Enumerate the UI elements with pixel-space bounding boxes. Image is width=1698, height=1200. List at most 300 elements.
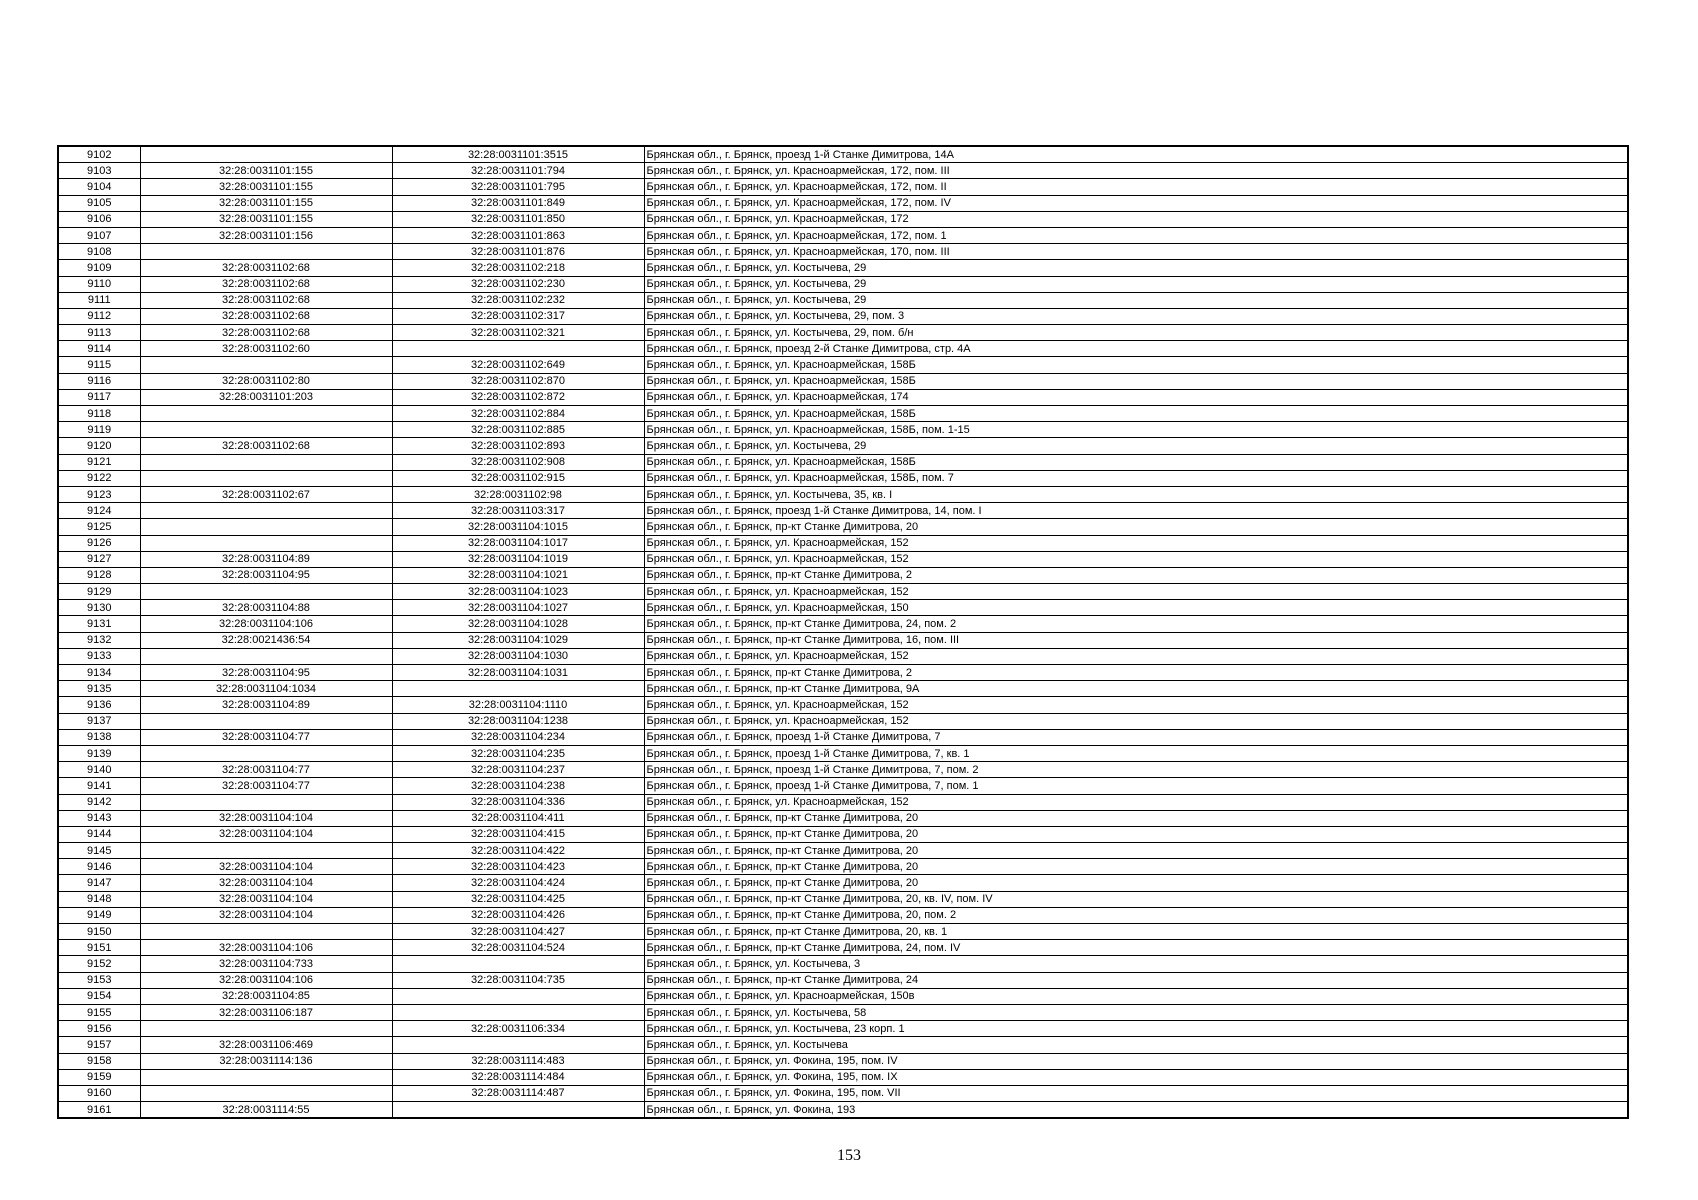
table-row (58, 276, 1628, 292)
table-row (58, 697, 1628, 713)
address-cell: Брянская обл., г. Брянск, ул. Красноармейская, 172, пом. III (644, 163, 1628, 179)
address-cell: Брянская обл., г. Брянск, ул. Костычева, 29 (644, 276, 1628, 292)
object-number-cell: 32:28:0031104:234 (392, 729, 644, 745)
address-cell: Брянская обл., г. Брянск, проезд 1-й Станке Димитрова, 7, пом. 1 (644, 778, 1628, 794)
parcel-number-cell: 32:28:0031104:1034 (140, 681, 392, 697)
address-cell: Брянская обл., г. Брянск, ул. Красноармейская, 152 (644, 697, 1628, 713)
row-number-cell: 9127 (58, 551, 140, 567)
table-row (58, 179, 1628, 195)
table-row (58, 681, 1628, 697)
address-cell: Брянская обл., г. Брянск, ул. Красноармейская, 158Б (644, 357, 1628, 373)
object-number-cell: 32:28:0031104:238 (392, 778, 644, 794)
object-number-cell: 32:28:0031104:1023 (392, 584, 644, 600)
parcel-number-cell (140, 406, 392, 422)
table-row (58, 211, 1628, 227)
table-row (58, 745, 1628, 761)
address-cell: Брянская обл., г. Брянск, ул. Костычева, 29, пом. 3 (644, 308, 1628, 324)
table-row (58, 470, 1628, 486)
address-cell: Брянская обл., г. Брянск, ул. Красноармейская, 150в (644, 988, 1628, 1004)
row-number-cell: 9146 (58, 859, 140, 875)
row-number-cell: 9112 (58, 308, 140, 324)
page-number: 153 (837, 1147, 861, 1164)
parcel-number-cell: 32:28:0031104:89 (140, 697, 392, 713)
address-cell: Брянская обл., г. Брянск, пр-кт Станке Димитрова, 16, пом. III (644, 632, 1628, 648)
object-number-cell: 32:28:0031103:317 (392, 503, 644, 519)
object-number-cell: 32:28:0031102:649 (392, 357, 644, 373)
row-number-cell: 9156 (58, 1021, 140, 1037)
row-number-cell: 9155 (58, 1004, 140, 1020)
object-number-cell (392, 681, 644, 697)
object-number-cell (392, 956, 644, 972)
table-row (58, 1037, 1628, 1053)
parcel-number-cell: 32:28:0031104:106 (140, 616, 392, 632)
table-row (58, 227, 1628, 243)
table-row (58, 308, 1628, 324)
parcel-number-cell: 32:28:0031101:155 (140, 163, 392, 179)
row-number-cell: 9145 (58, 843, 140, 859)
address-cell: Брянская обл., г. Брянск, пр-кт Станке Димитрова, 24 (644, 972, 1628, 988)
row-number-cell: 9153 (58, 972, 140, 988)
object-number-cell: 32:28:0031102:884 (392, 406, 644, 422)
parcel-number-cell: 32:28:0031104:104 (140, 891, 392, 907)
parcel-number-cell (140, 357, 392, 373)
row-number-cell: 9122 (58, 470, 140, 486)
parcel-number-cell (140, 648, 392, 664)
address-cell: Брянская обл., г. Брянск, ул. Костычева, 29 (644, 260, 1628, 276)
table-row (58, 1021, 1628, 1037)
table-row (58, 907, 1628, 923)
parcel-number-cell: 32:28:0031102:68 (140, 308, 392, 324)
table-row (58, 422, 1628, 438)
row-number-cell: 9136 (58, 697, 140, 713)
row-number-cell: 9129 (58, 584, 140, 600)
row-number-cell: 9148 (58, 891, 140, 907)
table-row (58, 373, 1628, 389)
object-number-cell: 32:28:0031102:908 (392, 454, 644, 470)
address-cell: Брянская обл., г. Брянск, пр-кт Станке Димитрова, 20 (644, 875, 1628, 891)
row-number-cell: 9131 (58, 616, 140, 632)
row-number-cell: 9150 (58, 924, 140, 940)
row-number-cell: 9110 (58, 276, 140, 292)
registry-table (57, 145, 1629, 1119)
row-number-cell: 9119 (58, 422, 140, 438)
address-cell: Брянская обл., г. Брянск, ул. Красноармейская, 152 (644, 535, 1628, 551)
parcel-number-cell: 32:28:0031102:68 (140, 325, 392, 341)
object-number-cell: 32:28:0031104:1028 (392, 616, 644, 632)
row-number-cell: 9142 (58, 794, 140, 810)
parcel-number-cell: 32:28:0031102:60 (140, 341, 392, 357)
table-row (58, 762, 1628, 778)
object-number-cell: 32:28:0031102:230 (392, 276, 644, 292)
parcel-number-cell (140, 519, 392, 535)
object-number-cell: 32:28:0031101:850 (392, 211, 644, 227)
address-cell: Брянская обл., г. Брянск, ул. Фокина, 195, пом. VII (644, 1085, 1628, 1101)
table-row (58, 1069, 1628, 1085)
parcel-number-cell: 32:28:0031102:68 (140, 260, 392, 276)
row-number-cell: 9111 (58, 292, 140, 308)
table-row (58, 357, 1628, 373)
parcel-number-cell (140, 503, 392, 519)
row-number-cell: 9104 (58, 179, 140, 195)
address-cell: Брянская обл., г. Брянск, ул. Костычева, 3 (644, 956, 1628, 972)
parcel-number-cell (140, 1021, 392, 1037)
row-number-cell: 9121 (58, 454, 140, 470)
object-number-cell: 32:28:0031104:235 (392, 745, 644, 761)
address-cell: Брянская обл., г. Брянск, ул. Красноармейская, 158Б, пом. 1-15 (644, 422, 1628, 438)
address-cell: Брянская обл., г. Брянск, пр-кт Станке Димитрова, 2 (644, 665, 1628, 681)
table-row (58, 778, 1628, 794)
table-row (58, 454, 1628, 470)
row-number-cell: 9132 (58, 632, 140, 648)
table-row (58, 600, 1628, 616)
address-cell: Брянская обл., г. Брянск, ул. Красноармейская, 152 (644, 794, 1628, 810)
object-number-cell: 32:28:0031102:321 (392, 325, 644, 341)
row-number-cell: 9106 (58, 211, 140, 227)
object-number-cell (392, 1037, 644, 1053)
parcel-number-cell (140, 244, 392, 260)
address-cell: Брянская обл., г. Брянск, ул. Фокина, 193 (644, 1102, 1628, 1119)
address-cell: Брянская обл., г. Брянск, пр-кт Станке Димитрова, 20 (644, 843, 1628, 859)
registry-table-body (58, 146, 1628, 1118)
parcel-number-cell (140, 584, 392, 600)
table-row (58, 988, 1628, 1004)
parcel-number-cell: 32:28:0031104:104 (140, 875, 392, 891)
table-row (58, 503, 1628, 519)
row-number-cell: 9134 (58, 665, 140, 681)
row-number-cell: 9114 (58, 341, 140, 357)
table-row (58, 567, 1628, 583)
parcel-number-cell: 32:28:0031101:155 (140, 195, 392, 211)
parcel-number-cell: 32:28:0031104:88 (140, 600, 392, 616)
address-cell: Брянская обл., г. Брянск, ул. Красноармейская, 172, пом. IV (644, 195, 1628, 211)
row-number-cell: 9117 (58, 389, 140, 405)
parcel-number-cell: 32:28:0031104:85 (140, 988, 392, 1004)
object-number-cell: 32:28:0031104:1031 (392, 665, 644, 681)
parcel-number-cell (140, 454, 392, 470)
row-number-cell: 9108 (58, 244, 140, 260)
parcel-number-cell: 32:28:0031102:80 (140, 373, 392, 389)
row-number-cell: 9144 (58, 826, 140, 842)
row-number-cell: 9151 (58, 940, 140, 956)
table-row (58, 1004, 1628, 1020)
address-cell: Брянская обл., г. Брянск, ул. Красноармейская, 158Б (644, 406, 1628, 422)
address-cell: Брянская обл., г. Брянск, проезд 1-й Станке Димитрова, 14, пом. I (644, 503, 1628, 519)
row-number-cell: 9118 (58, 406, 140, 422)
object-number-cell: 32:28:0031104:422 (392, 843, 644, 859)
object-number-cell: 32:28:0031104:424 (392, 875, 644, 891)
object-number-cell (392, 341, 644, 357)
row-number-cell: 9159 (58, 1069, 140, 1085)
address-cell: Брянская обл., г. Брянск, пр-кт Станке Димитрова, 20, пом. 2 (644, 907, 1628, 923)
address-cell: Брянская обл., г. Брянск, ул. Красноармейская, 172 (644, 211, 1628, 227)
object-number-cell: 32:28:0031102:893 (392, 438, 644, 454)
table-row (58, 551, 1628, 567)
parcel-number-cell: 32:28:0031104:733 (140, 956, 392, 972)
row-number-cell: 9105 (58, 195, 140, 211)
object-number-cell: 32:28:0031104:1027 (392, 600, 644, 616)
address-cell: Брянская обл., г. Брянск, проезд 1-й Станке Димитрова, 7, пом. 2 (644, 762, 1628, 778)
row-number-cell: 9102 (58, 146, 140, 163)
address-cell: Брянская обл., г. Брянск, проезд 1-й Станке Димитрова, 14А (644, 146, 1628, 163)
object-number-cell: 32:28:0031104:1110 (392, 697, 644, 713)
table-row (58, 940, 1628, 956)
address-cell: Брянская обл., г. Брянск, пр-кт Станке Димитрова, 2 (644, 567, 1628, 583)
address-cell: Брянская обл., г. Брянск, ул. Костычева, 58 (644, 1004, 1628, 1020)
table-row (58, 956, 1628, 972)
object-number-cell: 32:28:0031104:524 (392, 940, 644, 956)
parcel-number-cell (140, 1085, 392, 1101)
address-cell: Брянская обл., г. Брянск, ул. Красноармейская, 152 (644, 584, 1628, 600)
parcel-number-cell (140, 745, 392, 761)
table-row (58, 810, 1628, 826)
object-number-cell: 32:28:0031102:870 (392, 373, 644, 389)
object-number-cell: 32:28:0031104:411 (392, 810, 644, 826)
table-row (58, 713, 1628, 729)
row-number-cell: 9149 (58, 907, 140, 923)
object-number-cell: 32:28:0031101:3515 (392, 146, 644, 163)
row-number-cell: 9126 (58, 535, 140, 551)
row-number-cell: 9124 (58, 503, 140, 519)
table-row (58, 325, 1628, 341)
table-row (58, 260, 1628, 276)
parcel-number-cell (140, 1069, 392, 1085)
row-number-cell: 9133 (58, 648, 140, 664)
address-cell: Брянская обл., г. Брянск, ул. Костычева (644, 1037, 1628, 1053)
address-cell: Брянская обл., г. Брянск, ул. Костычева, 29 (644, 438, 1628, 454)
table-row (58, 163, 1628, 179)
object-number-cell: 32:28:0031106:334 (392, 1021, 644, 1037)
object-number-cell: 32:28:0031104:1017 (392, 535, 644, 551)
object-number-cell: 32:28:0031102:915 (392, 470, 644, 486)
table-row (58, 826, 1628, 842)
address-cell: Брянская обл., г. Брянск, ул. Красноармейская, 152 (644, 648, 1628, 664)
table-row (58, 729, 1628, 745)
parcel-number-cell: 32:28:0031102:67 (140, 486, 392, 502)
object-number-cell: 32:28:0031101:863 (392, 227, 644, 243)
parcel-number-cell: 32:28:0031101:155 (140, 179, 392, 195)
object-number-cell (392, 988, 644, 1004)
table-row (58, 616, 1628, 632)
row-number-cell: 9139 (58, 745, 140, 761)
address-cell: Брянская обл., г. Брянск, пр-кт Станке Димитрова, 20 (644, 859, 1628, 875)
object-number-cell: 32:28:0031101:876 (392, 244, 644, 260)
row-number-cell: 9115 (58, 357, 140, 373)
parcel-number-cell: 32:28:0031101:203 (140, 389, 392, 405)
address-cell: Брянская обл., г. Брянск, ул. Красноармейская, 170, пом. III (644, 244, 1628, 260)
table-row (58, 632, 1628, 648)
row-number-cell: 9157 (58, 1037, 140, 1053)
object-number-cell: 32:28:0031114:483 (392, 1053, 644, 1069)
parcel-number-cell: 32:28:0031106:187 (140, 1004, 392, 1020)
parcel-number-cell (140, 146, 392, 163)
row-number-cell: 9147 (58, 875, 140, 891)
table-row (58, 535, 1628, 551)
address-cell: Брянская обл., г. Брянск, пр-кт Станке Димитрова, 20 (644, 519, 1628, 535)
parcel-number-cell: 32:28:0021436:54 (140, 632, 392, 648)
table-row (58, 1053, 1628, 1069)
row-number-cell: 9125 (58, 519, 140, 535)
parcel-number-cell: 32:28:0031114:136 (140, 1053, 392, 1069)
address-cell: Брянская обл., г. Брянск, ул. Костычева, 23 корп. 1 (644, 1021, 1628, 1037)
parcel-number-cell: 32:28:0031104:104 (140, 907, 392, 923)
parcel-number-cell (140, 794, 392, 810)
row-number-cell: 9141 (58, 778, 140, 794)
parcel-number-cell (140, 470, 392, 486)
object-number-cell: 32:28:0031102:218 (392, 260, 644, 276)
parcel-number-cell (140, 843, 392, 859)
table-row (58, 584, 1628, 600)
parcel-number-cell: 32:28:0031114:55 (140, 1102, 392, 1119)
row-number-cell: 9140 (58, 762, 140, 778)
object-number-cell: 32:28:0031104:1021 (392, 567, 644, 583)
parcel-number-cell: 32:28:0031104:106 (140, 940, 392, 956)
address-cell: Брянская обл., г. Брянск, проезд 1-й Станке Димитрова, 7 (644, 729, 1628, 745)
table-row (58, 648, 1628, 664)
row-number-cell: 9109 (58, 260, 140, 276)
parcel-number-cell: 32:28:0031102:68 (140, 276, 392, 292)
object-number-cell: 32:28:0031114:487 (392, 1085, 644, 1101)
row-number-cell: 9107 (58, 227, 140, 243)
object-number-cell: 32:28:0031101:849 (392, 195, 644, 211)
address-cell: Брянская обл., г. Брянск, ул. Красноармейская, 152 (644, 551, 1628, 567)
row-number-cell: 9158 (58, 1053, 140, 1069)
address-cell: Брянская обл., г. Брянск, ул. Красноармейская, 158Б, пом. 7 (644, 470, 1628, 486)
object-number-cell: 32:28:0031104:426 (392, 907, 644, 923)
object-number-cell (392, 1102, 644, 1119)
table-row (58, 891, 1628, 907)
parcel-number-cell: 32:28:0031104:104 (140, 859, 392, 875)
address-cell: Брянская обл., г. Брянск, проезд 1-й Станке Димитрова, 7, кв. 1 (644, 745, 1628, 761)
row-number-cell: 9103 (58, 163, 140, 179)
object-number-cell: 32:28:0031104:336 (392, 794, 644, 810)
object-number-cell: 32:28:0031104:425 (392, 891, 644, 907)
table-row (58, 794, 1628, 810)
row-number-cell: 9154 (58, 988, 140, 1004)
row-number-cell: 9130 (58, 600, 140, 616)
row-number-cell: 9123 (58, 486, 140, 502)
parcel-number-cell (140, 924, 392, 940)
address-cell: Брянская обл., г. Брянск, ул. Красноармейская, 172, пом. II (644, 179, 1628, 195)
table-row (58, 389, 1628, 405)
address-cell: Брянская обл., г. Брянск, ул. Фокина, 195, пом. IX (644, 1069, 1628, 1085)
object-number-cell: 32:28:0031101:795 (392, 179, 644, 195)
table-row (58, 1102, 1628, 1119)
address-cell: Брянская обл., г. Брянск, ул. Фокина, 195, пом. IV (644, 1053, 1628, 1069)
object-number-cell: 32:28:0031104:1238 (392, 713, 644, 729)
row-number-cell: 9160 (58, 1085, 140, 1101)
table-row (58, 875, 1628, 891)
table-row (58, 519, 1628, 535)
row-number-cell: 9135 (58, 681, 140, 697)
address-cell: Брянская обл., г. Брянск, пр-кт Станке Димитрова, 20 (644, 810, 1628, 826)
table-row (58, 146, 1628, 163)
address-cell: Брянская обл., г. Брянск, пр-кт Станке Димитрова, 24, пом. 2 (644, 616, 1628, 632)
table-row (58, 292, 1628, 308)
parcel-number-cell: 32:28:0031104:77 (140, 762, 392, 778)
row-number-cell: 9116 (58, 373, 140, 389)
object-number-cell: 32:28:0031104:1029 (392, 632, 644, 648)
address-cell: Брянская обл., г. Брянск, пр-кт Станке Димитрова, 20 (644, 826, 1628, 842)
table-row (58, 438, 1628, 454)
object-number-cell: 32:28:0031104:1030 (392, 648, 644, 664)
object-number-cell: 32:28:0031102:317 (392, 308, 644, 324)
table-row (58, 972, 1628, 988)
object-number-cell: 32:28:0031104:423 (392, 859, 644, 875)
table-row (58, 924, 1628, 940)
table-row (58, 859, 1628, 875)
object-number-cell: 32:28:0031104:735 (392, 972, 644, 988)
parcel-number-cell: 32:28:0031104:77 (140, 729, 392, 745)
table-row (58, 244, 1628, 260)
table-row (58, 486, 1628, 502)
row-number-cell: 9161 (58, 1102, 140, 1119)
row-number-cell: 9143 (58, 810, 140, 826)
row-number-cell: 9113 (58, 325, 140, 341)
address-cell: Брянская обл., г. Брянск, ул. Красноармейская, 150 (644, 600, 1628, 616)
parcel-number-cell (140, 422, 392, 438)
table-row (58, 406, 1628, 422)
parcel-number-cell: 32:28:0031104:104 (140, 810, 392, 826)
table-row (58, 843, 1628, 859)
table-row (58, 1085, 1628, 1101)
parcel-number-cell: 32:28:0031104:95 (140, 567, 392, 583)
object-number-cell: 32:28:0031104:1015 (392, 519, 644, 535)
address-cell: Брянская обл., г. Брянск, ул. Костычева, 35, кв. I (644, 486, 1628, 502)
object-number-cell: 32:28:0031102:872 (392, 389, 644, 405)
row-number-cell: 9138 (58, 729, 140, 745)
parcel-number-cell: 32:28:0031104:104 (140, 826, 392, 842)
address-cell: Брянская обл., г. Брянск, ул. Красноармейская, 158Б (644, 373, 1628, 389)
object-number-cell: 32:28:0031102:232 (392, 292, 644, 308)
object-number-cell: 32:28:0031104:415 (392, 826, 644, 842)
object-number-cell (392, 1004, 644, 1020)
address-cell: Брянская обл., г. Брянск, ул. Красноармейская, 152 (644, 713, 1628, 729)
address-cell: Брянская обл., г. Брянск, пр-кт Станке Димитрова, 9А (644, 681, 1628, 697)
parcel-number-cell: 32:28:0031102:68 (140, 438, 392, 454)
parcel-number-cell: 32:28:0031104:95 (140, 665, 392, 681)
object-number-cell: 32:28:0031114:484 (392, 1069, 644, 1085)
parcel-number-cell: 32:28:0031101:155 (140, 211, 392, 227)
address-cell: Брянская обл., г. Брянск, ул. Красноармейская, 172, пом. 1 (644, 227, 1628, 243)
parcel-number-cell: 32:28:0031104:89 (140, 551, 392, 567)
parcel-number-cell: 32:28:0031102:68 (140, 292, 392, 308)
parcel-number-cell (140, 535, 392, 551)
parcel-number-cell (140, 713, 392, 729)
object-number-cell: 32:28:0031104:1019 (392, 551, 644, 567)
address-cell: Брянская обл., г. Брянск, ул. Костычева, 29 (644, 292, 1628, 308)
address-cell: Брянская обл., г. Брянск, пр-кт Станке Димитрова, 20, кв. 1 (644, 924, 1628, 940)
object-number-cell: 32:28:0031104:237 (392, 762, 644, 778)
table-row (58, 195, 1628, 211)
object-number-cell: 32:28:0031101:794 (392, 163, 644, 179)
row-number-cell: 9128 (58, 567, 140, 583)
parcel-number-cell: 32:28:0031104:77 (140, 778, 392, 794)
object-number-cell: 32:28:0031102:885 (392, 422, 644, 438)
address-cell: Брянская обл., г. Брянск, пр-кт Станке Димитрова, 24, пом. IV (644, 940, 1628, 956)
address-cell: Брянская обл., г. Брянск, ул. Красноармейская, 158Б (644, 454, 1628, 470)
row-number-cell: 9120 (58, 438, 140, 454)
object-number-cell: 32:28:0031102:98 (392, 486, 644, 502)
parcel-number-cell: 32:28:0031104:106 (140, 972, 392, 988)
row-number-cell: 9137 (58, 713, 140, 729)
address-cell: Брянская обл., г. Брянск, проезд 2-й Станке Димитрова, стр. 4А (644, 341, 1628, 357)
table-row (58, 341, 1628, 357)
address-cell: Брянская обл., г. Брянск, пр-кт Станке Димитрова, 20, кв. IV, пом. IV (644, 891, 1628, 907)
table-row (58, 665, 1628, 681)
address-cell: Брянская обл., г. Брянск, ул. Красноармейская, 174 (644, 389, 1628, 405)
address-cell: Брянская обл., г. Брянск, ул. Костычева, 29, пом. б/н (644, 325, 1628, 341)
parcel-number-cell: 32:28:0031101:156 (140, 227, 392, 243)
